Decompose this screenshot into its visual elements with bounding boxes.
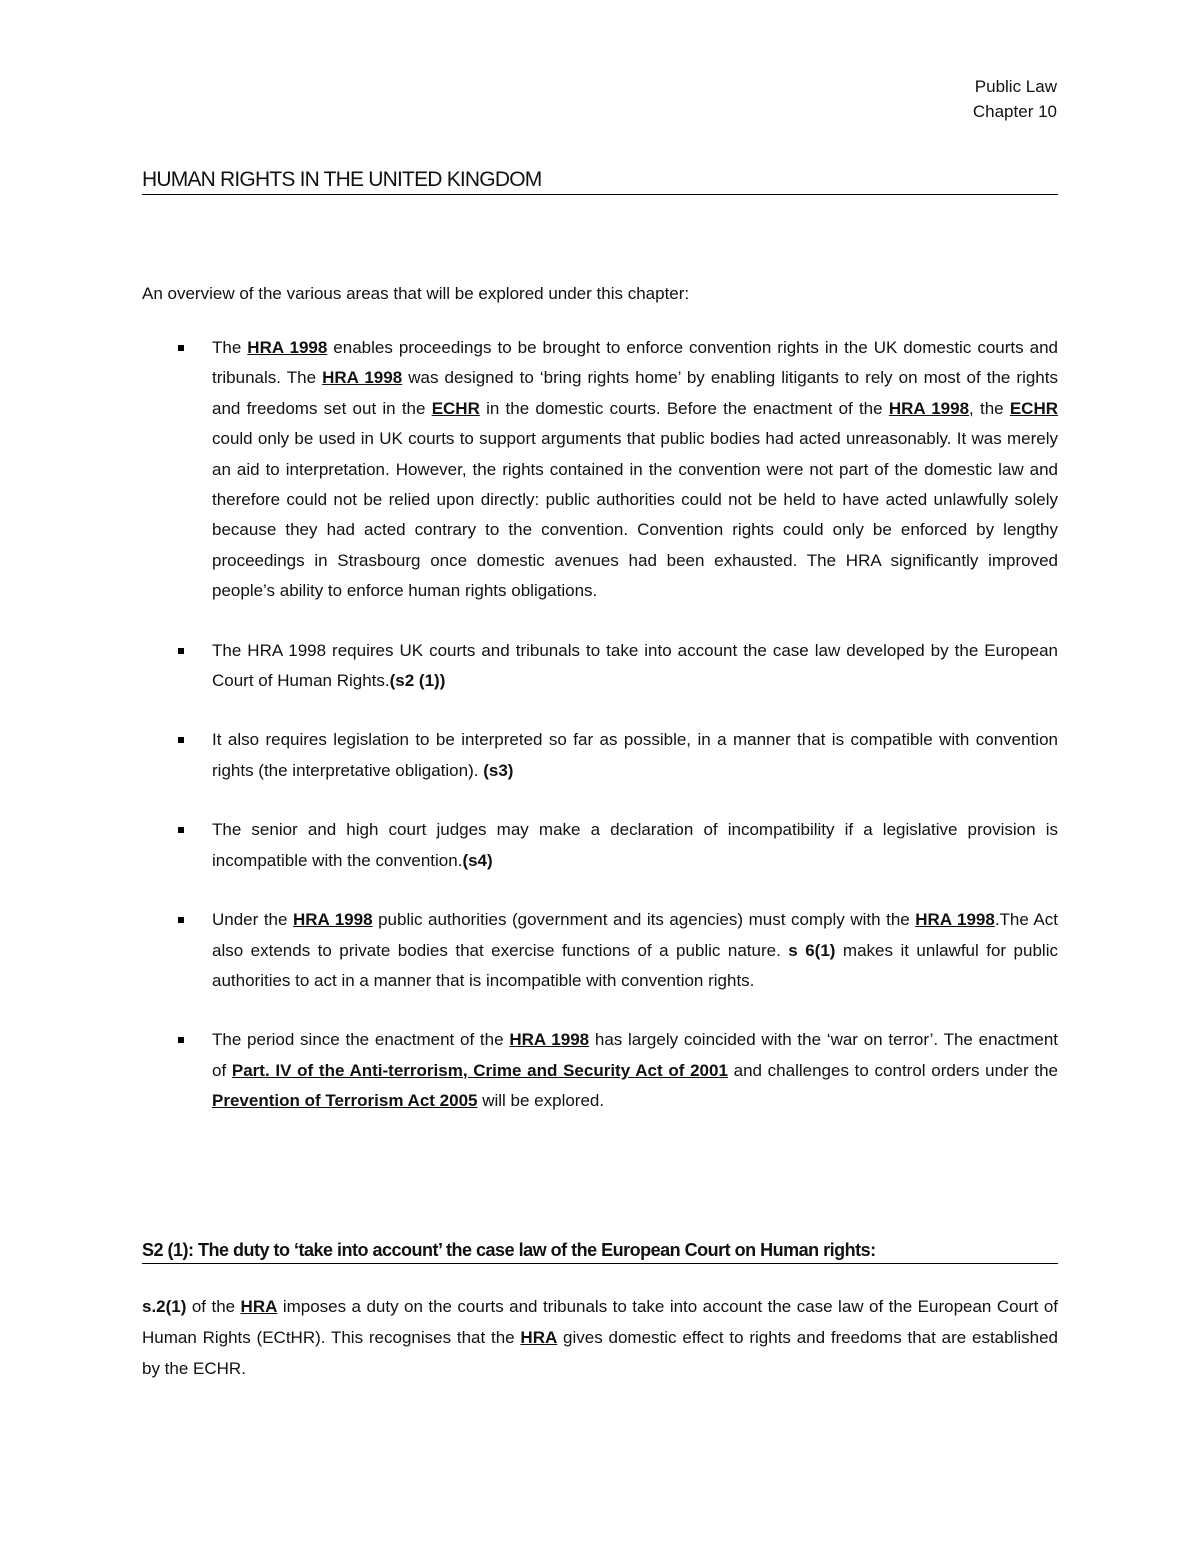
statute-reference: Prevention of Terrorism Act 2005 (212, 1091, 478, 1111)
section-paragraph: s.2(1) of the HRA imposes a duty on the courts and tribunals to take into account the case law of the European Court of Human Rights (ECtHR). This recognises that the HRA gives domestic effect to rights and freedoms that are established by the ECHR. (142, 1297, 1059, 1378)
statute-reference: HRA 1998 (509, 1030, 590, 1050)
list-item: The HRA 1998 enables proceedings to be brought to enforce convention rights in the UK domestic courts and tribunals. The HRA 1998 was designed to ‘bring rights home’ by enabling litigants to rely on most of the rights and freedoms set out in the ECHR in the domestic courts. Before the enactment of the HRA 1998, the ECHR could only be used in UK courts to support arguments that public bodies had acted unreasonably. It was merely an aid to interpretation. However, the rights contained in the convention were not part of the domestic law and therefore could not be relied upon directly: public authorities could not be held to have acted unlawfully solely because they had acted contrary to the convention. Convention rights could only be enforced by lengthy proceedings in Strasbourg once domestic avenues had been exhausted. The HRA significantly improved people’s ability to enforce human rights obligations. (142, 333, 1058, 607)
document-title: HUMAN RIGHTS IN THE UNITED KINGDOM (142, 166, 1058, 195)
header-subject: Public Law (974, 77, 1057, 96)
square-bullet-icon (178, 648, 184, 654)
square-bullet-icon (178, 917, 184, 923)
square-bullet-icon (178, 737, 184, 743)
square-bullet-icon (178, 1037, 184, 1043)
list-item: The HRA 1998 requires UK courts and tribunals to take into account the case law developed by the European Court of Human Rights.(s2 (1)) (142, 636, 1058, 697)
statute-reference: ECHR (431, 398, 480, 418)
statute-reference: Part. IV of the Anti-terrorism, Crime and Security Act of 2001 (231, 1060, 728, 1080)
section-heading: S2 (1): The duty to ‘take into account’ the case law of the European Court on Human rights: (142, 1237, 1058, 1264)
section-reference: (s2 (1)) (389, 671, 446, 691)
statute-reference: HRA 1998 (322, 368, 403, 388)
square-bullet-icon (178, 827, 184, 833)
section-reference: s 6(1) (788, 940, 836, 960)
statute-reference: HRA (240, 1297, 278, 1316)
statute-reference: HRA 1998 (247, 338, 328, 357)
header-chapter: Chapter 10 (972, 102, 1057, 121)
list-item: It also requires legislation to be interpreted so far as possible, in a manner that is compatible with convention rights (the interpretative obligation). (s3) (142, 725, 1058, 786)
list-item: The period since the enactment of the HRA 1998 has largely coincided with the ‘war on terror’. The enactment of Part. IV of the Anti-terrorism, Crime and Security Act of 2001 and challenges to control orders under the Prevention of Terrorism Act 2005 will be explored. (142, 1025, 1058, 1116)
statute-reference: HRA 1998 (293, 910, 373, 930)
page-header (973, 74, 1057, 124)
list-item: Under the HRA 1998 public authorities (government and its agencies) must comply with the HRA 1998.The Act also extends to private bodies that exercise functions of a public nature. s 6(1) makes it unlawful for public authorities to act in a manner that is incompatible with convention rights. (142, 905, 1058, 996)
list-item: The senior and high court judges may make a declaration of incompatibility if a legislative provision is incompatible with the convention.(s4) (142, 815, 1058, 876)
statute-reference: HRA (520, 1328, 558, 1347)
statute-reference: ECHR (1009, 398, 1058, 418)
statute-reference: HRA 1998 (915, 910, 995, 930)
overview-list (142, 333, 1058, 1146)
statute-reference: HRA 1998 (888, 398, 970, 418)
section-reference: s.2(1) (142, 1297, 187, 1316)
overview-intro: An overview of the various areas that will be explored under this chapter: (142, 284, 690, 303)
section-reference: (s4) (462, 850, 493, 870)
section-reference: (s3) (483, 760, 514, 780)
square-bullet-icon (178, 345, 184, 351)
